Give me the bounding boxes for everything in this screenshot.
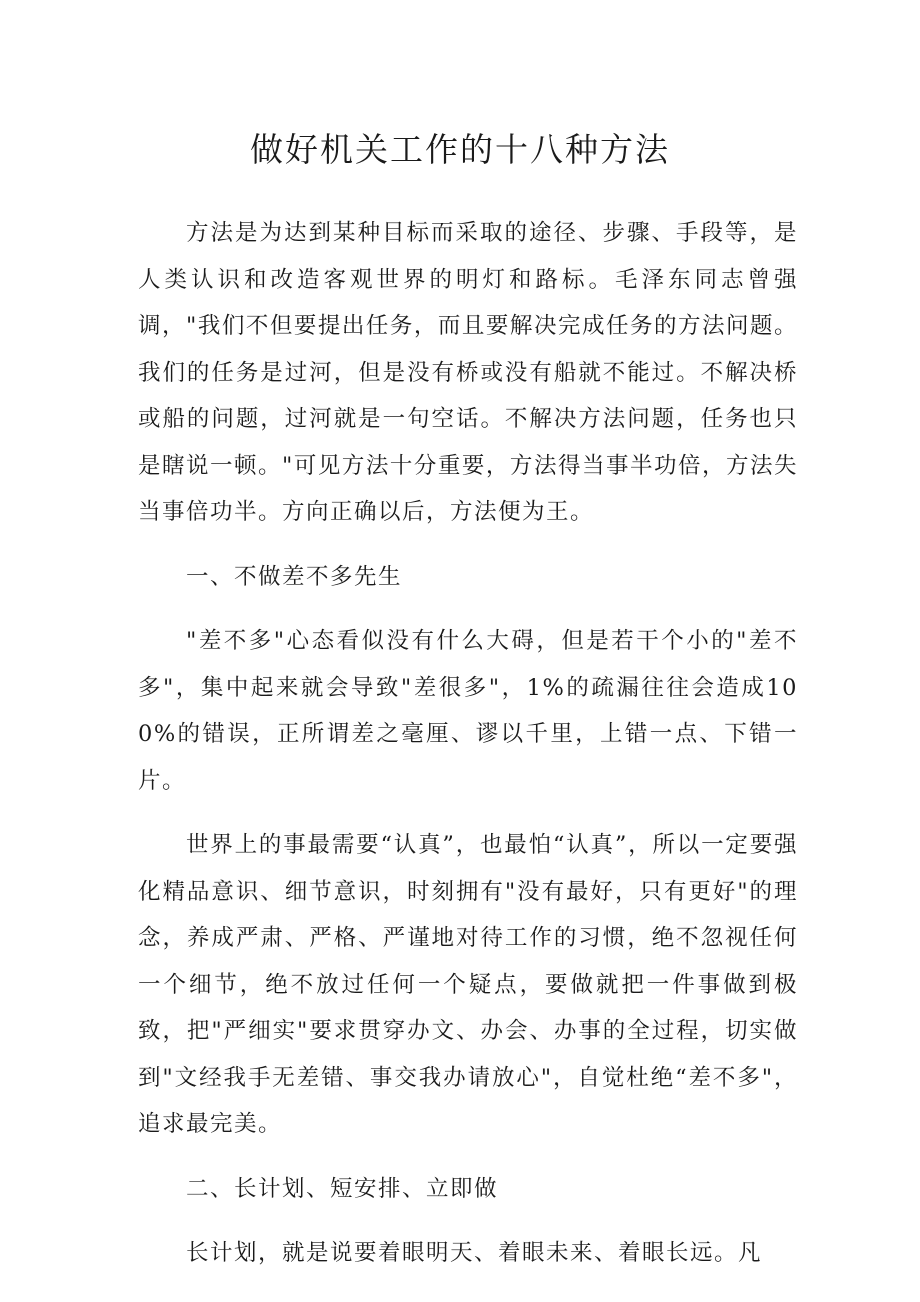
- section-heading-1: 一、不做差不多先生: [186, 563, 403, 590]
- body-paragraph: 世界上的事最需要“认真”，也最怕“认真”，所以一定要强化精品意识、细节意识，时刻拥有"没有最好，只有更好"的理念，养成严肃、严格、严谨地对待工作的习惯，绝不忽视任何一个细节，绝不放过任何一个疑点，要做就把一件事做到极致，把"严细实"要求贯穿办文、办会、办事的全过程，切实做到"文经我手无差错、事交我办请放心"，自觉杜绝“差不多"，追求最完美。: [138, 832, 798, 1137]
- body-paragraph: "差不多"心态看似没有什么大碍，但是若干个小的"差不多"，集中起来就会导致"差很多"，1%的疏漏往往会造成100%的错误，正所谓差之毫厘、谬以千里，上错一点、下错一片。: [138, 628, 798, 794]
- section-heading-2: 二、长计划、短安排、立即做: [186, 1175, 499, 1202]
- intro-paragraph: 方法是为达到某种目标而采取的途径、步骤、手段等，是人类认识和改造客观世界的明灯和路标。毛泽东同志曾强调，"我们不但要提出任务，而且要解决完成任务的方法问题。我们的任务是过河，但是没有桥或没有船就不能过。不解决桥或船的问题，过河就是一句空话。不解决方法问题，任务也只是瞎说一顿。"可见方法十分重要，方法得当事半功倍，方法失当事倍功半。方向正确以后，方法便为王。: [138, 220, 798, 525]
- document-title: 做好机关工作的十八种方法: [250, 130, 670, 169]
- document-body: [138, 210, 798, 1291]
- body-paragraph: 长计划，就是说要着眼明天、着眼未来、着眼长远。凡: [186, 1240, 763, 1266]
